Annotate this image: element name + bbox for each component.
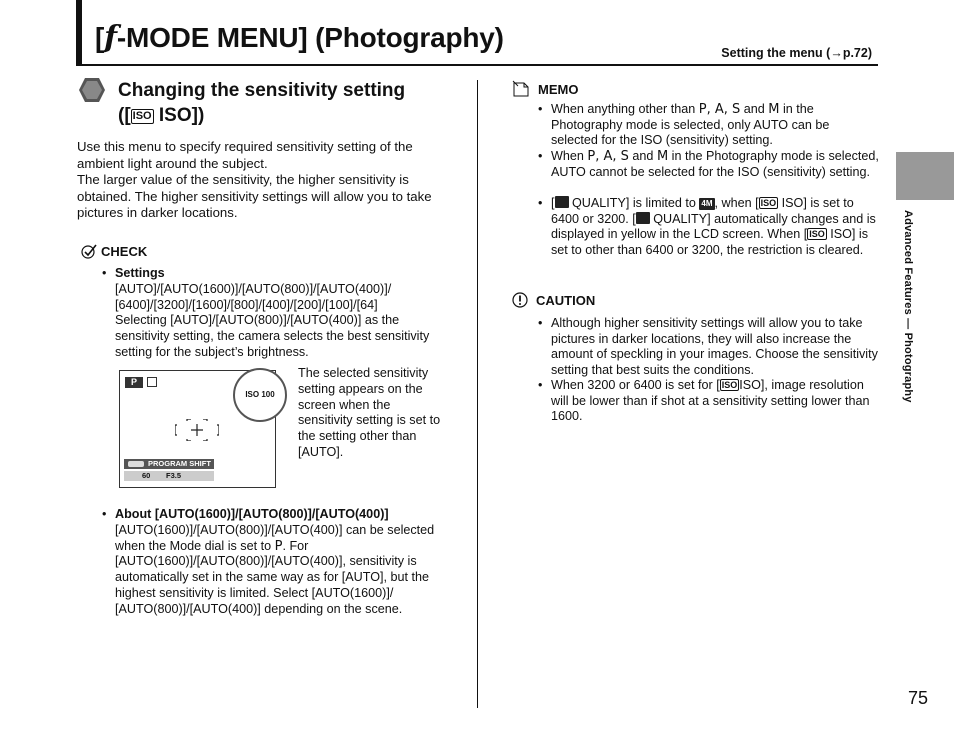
page-title: [f-MODE MENU] (Photography) (95, 20, 504, 55)
section-title: Changing the sensitivity setting ([ ISO ISO]) (118, 80, 406, 126)
memo-item: • When P, A, S and M in the Photography mode is selected, AUTO cannot be selected for the ISO (sensitivity) setting. (538, 149, 879, 179)
quality-icon (555, 196, 569, 208)
quality-icon (636, 212, 650, 224)
program-shift-icon (128, 461, 144, 467)
about-auto-bullet: • About [AUTO(1600)]/[AUTO(800)]/[AUTO(400)] [AUTO(1600)]/[AUTO(800)]/[AUTO(400)] can be selected when the Mode dial is set to P. For [AUTO(1600)]/[AUTO(800)]/[AUTO(400)], sensitivity is automatically set in the same way as for [AUTO], but the highest sensitivity is limited. Select [AUTO(1600)]/ [AUTO(800)]/[AUTO(400)] depending on the scene. (102, 507, 435, 616)
iso-symbol-icon: ISO (721, 380, 738, 390)
lcd-caption: The selected sensitivity setting appears on the screen when the sensitivity setting is set to the setting other than [AUTO]. (298, 366, 441, 459)
caution-item: • When 3200 or 6400 is set for [ ISO ISO], image resolution will be lower than if shot at a sensitivity setting lower than 1600. (538, 378, 870, 424)
mode-indicator: P (125, 377, 143, 388)
iso-symbol-icon: ISO (760, 198, 777, 208)
setting-menu-reference: Setting the menu (→p.72) (721, 46, 872, 60)
exposure-readout: 60 F3.5 (124, 471, 214, 481)
memo-icon (512, 80, 530, 98)
check-heading: CHECK (81, 243, 147, 259)
chapter-label: Advanced Features — Photography (902, 210, 914, 403)
memo-heading: MEMO (512, 80, 578, 98)
program-shift-bar: PROGRAM SHIFT (124, 459, 214, 469)
intro-text: Use this menu to specify required sensitivity setting of the ambient light around the subject. The larger value of the sensitivity, the higher sensitivity is obtained. The higher sensitivity settings will allow you to take pictures in darker locations. (77, 139, 432, 221)
check-icon (81, 243, 97, 259)
section-marker-icon (78, 77, 106, 103)
f-mode-glyph: f (104, 20, 117, 55)
iso-symbol-icon: ISO (132, 110, 152, 122)
settings-bullet: • Settings [AUTO]/[AUTO(1600)]/[AUTO(800)]/[AUTO(400)]/ [6400]/[3200]/[1600]/[800]/[400]/[200]/[100]/[64] Selecting [AUTO]/[AUTO(800)]/[AUTO(400)] as the sensitivity setting, the camera selects the best sensitivity setting for the subject’s brightness. (102, 266, 430, 359)
caution-heading: CAUTION (512, 292, 595, 308)
iso-symbol-icon: ISO (809, 229, 825, 240)
chapter-tab (896, 152, 954, 200)
af-frame-icon (175, 419, 219, 441)
image-size-4m-icon: 4M (701, 199, 713, 208)
header-accent-bar (76, 0, 82, 66)
sub-mode-icon (147, 377, 157, 387)
memo-item: • [ QUALITY] is limited to 4M , when [ ISO ISO] is set to 6400 or 3200. [ QUALITY] automatically changes and is displayed in yellow in the LCD screen. When [ ISO ISO] is set to other than 6400 or 3200, the restriction is cleared. (538, 196, 876, 257)
caution-icon (512, 292, 528, 308)
caution-item: • Although higher sensitivity settings will allow you to take pictures in darker locations, they will also increase the amount of speckling in your images. Choose the sensitivity setting that best suits the conditions. (538, 316, 878, 377)
memo-item: • When anything other than P, A, S and M in the Photography mode is selected, only AUTO can be selected for the ISO (sensitivity) setting. (538, 102, 830, 148)
page-number: 75 (908, 688, 929, 708)
header-rule (82, 64, 878, 66)
column-divider (477, 80, 478, 708)
iso-callout-circle: ISO 100 (233, 368, 287, 422)
